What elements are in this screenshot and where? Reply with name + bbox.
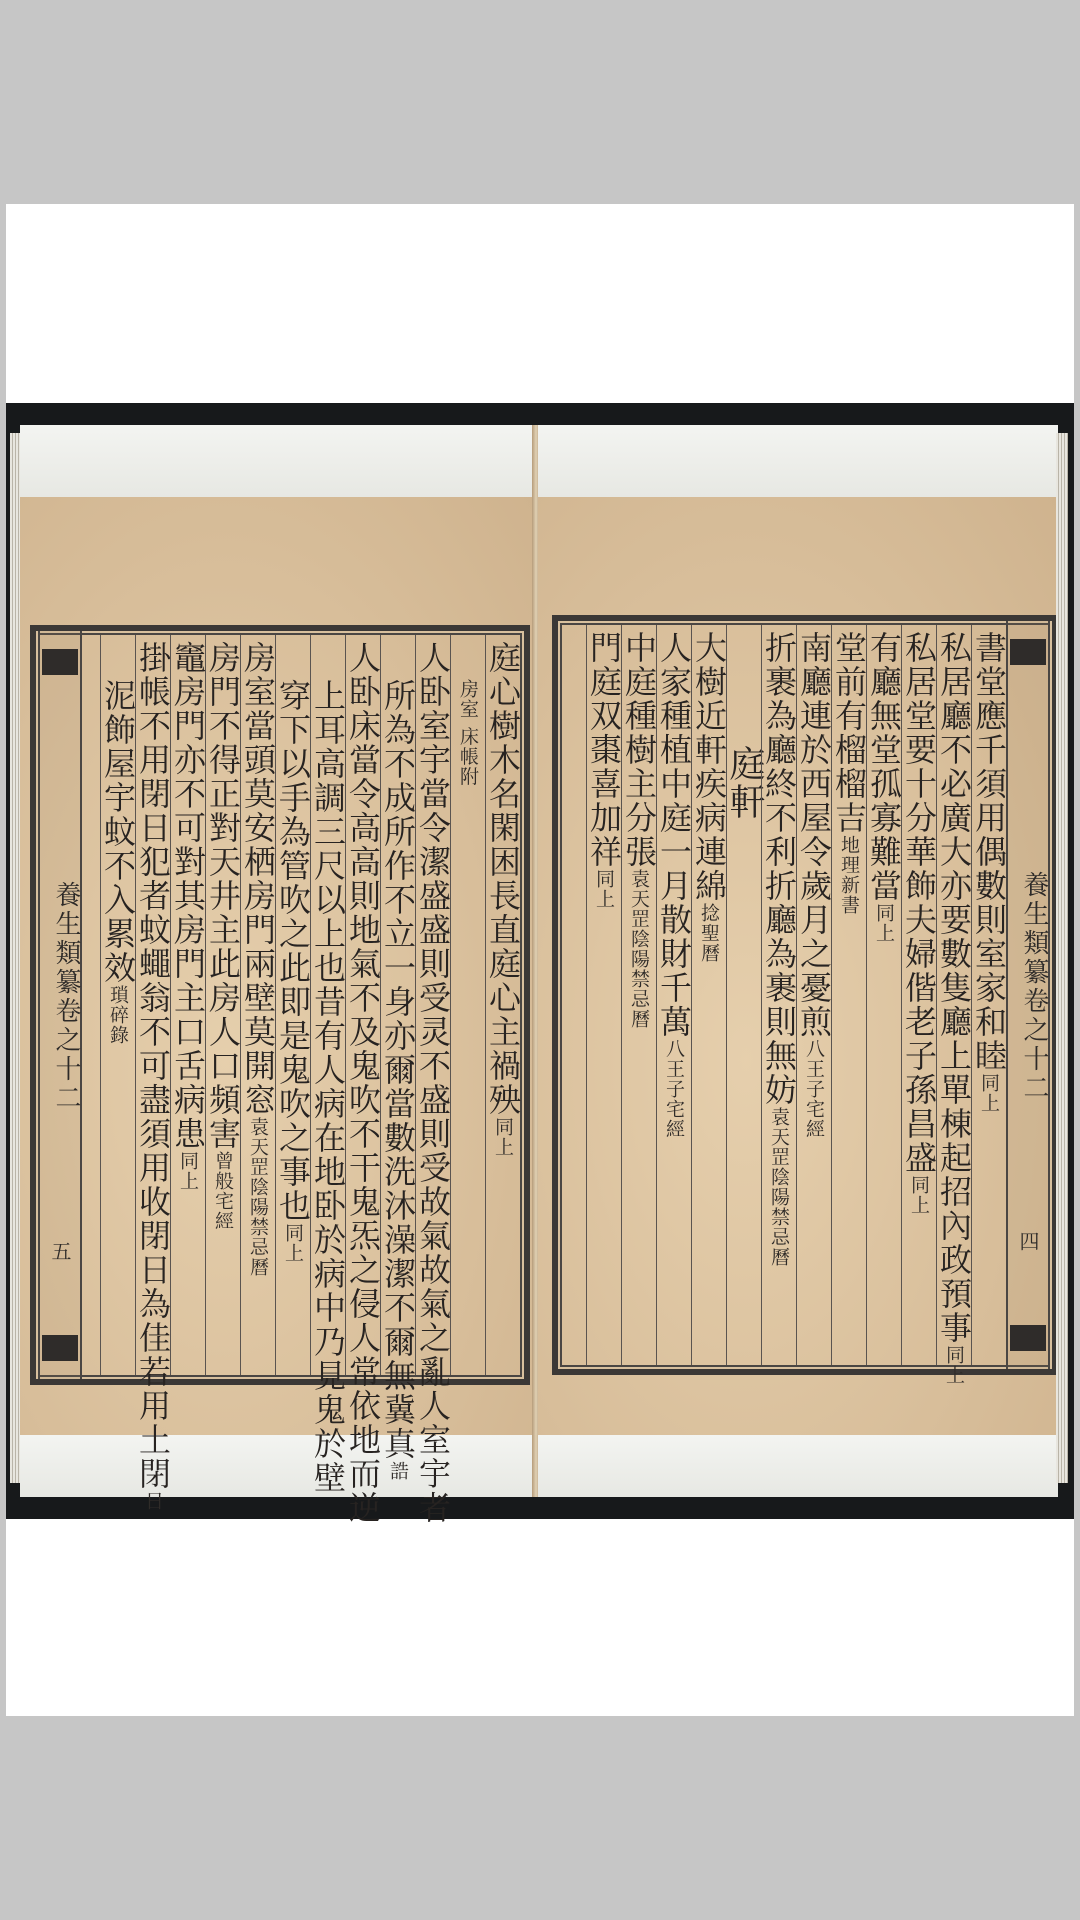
column-text: 人卧床當令高高則地氣不及鬼吹不干鬼炁之侵人常依地而逆 — [344, 641, 382, 1525]
text-column — [691, 625, 726, 1365]
text-column — [414, 635, 452, 1525]
source-note: 同上 — [873, 903, 895, 943]
text-column — [309, 635, 347, 1495]
source-note: 八王子宅經 — [803, 1039, 825, 1139]
source-note: 曾般宅經 — [212, 1151, 234, 1231]
viewer-frame — [6, 204, 1074, 1716]
text-column — [562, 625, 586, 1365]
column-text: 折裹為廳終不利折廳為裹則無妨 — [760, 631, 798, 1107]
text-column — [82, 635, 100, 1375]
column-text: 私居廳不必廣大亦要數隻廳上單棟起招內政預事 — [935, 631, 973, 1345]
text-columns — [82, 635, 522, 1525]
source-note: 房室 床帳附 — [457, 679, 479, 787]
text-column — [586, 625, 621, 1365]
column-text: 人家種植中庭一月散財千萬 — [655, 631, 693, 1039]
text-column — [240, 635, 275, 1375]
band-page-number: 五 — [48, 1241, 72, 1261]
column-text: 門庭双棗喜加祥 — [585, 631, 623, 869]
text-column — [831, 625, 866, 1365]
column-text: 庭心樹木名閑困長直庭心主禍殃 — [484, 641, 522, 1117]
tissue-bottom — [538, 1435, 1058, 1497]
text-column — [275, 635, 310, 1375]
text-column — [656, 625, 691, 1365]
text-column — [100, 635, 135, 1375]
center-band — [1006, 621, 1050, 1369]
text-columns — [562, 625, 1008, 1385]
tissue-bottom — [20, 1435, 534, 1497]
column-text: 中庭種樹主分張 — [620, 631, 658, 869]
source-note: 袁天罡陰陽禁忌曆 — [247, 1117, 269, 1277]
source-note: 同上 — [593, 869, 615, 909]
source-note: 日 — [142, 1491, 164, 1511]
source-note: 同上 — [177, 1151, 199, 1191]
tissue-top — [20, 425, 534, 497]
fishtail-mark — [1010, 1325, 1046, 1351]
column-text: 庭軒 — [724, 745, 765, 821]
text-column — [621, 625, 656, 1365]
left-page — [20, 425, 534, 1525]
source-note: 同上 — [282, 1223, 304, 1263]
tissue-top — [538, 425, 1058, 497]
text-column — [971, 625, 1006, 1365]
column-text: 南廳連於西屋令歲月之憂煎 — [795, 631, 833, 1039]
source-note: 地理新書 — [838, 835, 860, 915]
text-column — [485, 635, 520, 1375]
source-note: 袁天罡陰陽禁忌曆 — [628, 869, 650, 1029]
source-note: 同上 — [978, 1073, 1000, 1113]
source-note: 誥 — [387, 1461, 409, 1481]
column-text: 房門不得正對天井主此房人口頻害 — [204, 641, 242, 1151]
source-note: 袁天罡陰陽禁忌曆 — [768, 1107, 790, 1267]
fishtail-mark — [42, 649, 78, 675]
text-column — [761, 625, 796, 1365]
right-page — [538, 425, 1058, 1497]
text-column — [866, 625, 901, 1365]
column-text: 所為不成所作不立一身亦爾當數洗沐澡潔不爾無冀真 — [379, 679, 417, 1461]
text-column — [796, 625, 831, 1365]
text-column — [935, 625, 973, 1385]
text-column — [724, 625, 765, 1365]
text-column — [134, 635, 172, 1511]
text-column — [450, 635, 485, 1375]
column-text: 掛帳不用閉日犯者蚊蠅翁不可盡須用收閉日為佳若用土閉 — [134, 641, 172, 1491]
text-column — [379, 635, 417, 1481]
column-text: 有廳無堂孤寡難當 — [865, 631, 903, 903]
text-column — [170, 635, 205, 1375]
column-text: 書堂應千須用偶數則室家和睦 — [970, 631, 1008, 1073]
band-title: 養生類纂卷之十二 — [1019, 871, 1049, 1103]
source-note: 同上 — [492, 1117, 514, 1157]
source-note: 瑣碎錄 — [107, 985, 129, 1045]
text-column — [901, 625, 936, 1365]
center-band — [38, 631, 82, 1379]
source-note: 八王子宅經 — [663, 1039, 685, 1139]
column-text: 竈房門亦不可對其房門主口舌病患 — [169, 641, 207, 1151]
book-scan — [6, 403, 1074, 1525]
column-text: 泥飾屋宇蚊不入累效 — [99, 679, 137, 985]
text-block — [552, 615, 1058, 1385]
fishtail-mark — [1010, 639, 1046, 665]
column-text: 大樹近軒疾病連綿 — [690, 631, 728, 903]
column-text: 上耳高調三尺以上也昔有人病在地卧於病中乃見鬼於壁 — [309, 679, 347, 1495]
column-text: 房室當頭莫安栖房門兩壁莫開窓 — [239, 641, 277, 1117]
text-block — [30, 625, 530, 1525]
column-text: 人卧室宇當令潔盛盛則受灵不盛則受故氣故氣之亂人室宇者 — [414, 641, 452, 1525]
column-text: 堂前有榴榴吉 — [830, 631, 868, 835]
band-title: 養生類纂卷之十二 — [51, 881, 81, 1113]
source-note: 同上 — [943, 1345, 965, 1385]
fishtail-mark — [42, 1335, 78, 1361]
source-note: 捻聖曆 — [698, 903, 720, 963]
band-page-number: 四 — [1016, 1231, 1040, 1251]
column-text: 穿下以手為管吹之此即是鬼吹之事也 — [274, 679, 312, 1223]
column-text: 私居堂要十分華飾夫婦偕老子孫昌盛 — [900, 631, 938, 1175]
text-column — [344, 635, 382, 1525]
page-edge-right — [1056, 433, 1068, 1483]
text-column — [205, 635, 240, 1375]
source-note: 同上 — [908, 1175, 930, 1215]
